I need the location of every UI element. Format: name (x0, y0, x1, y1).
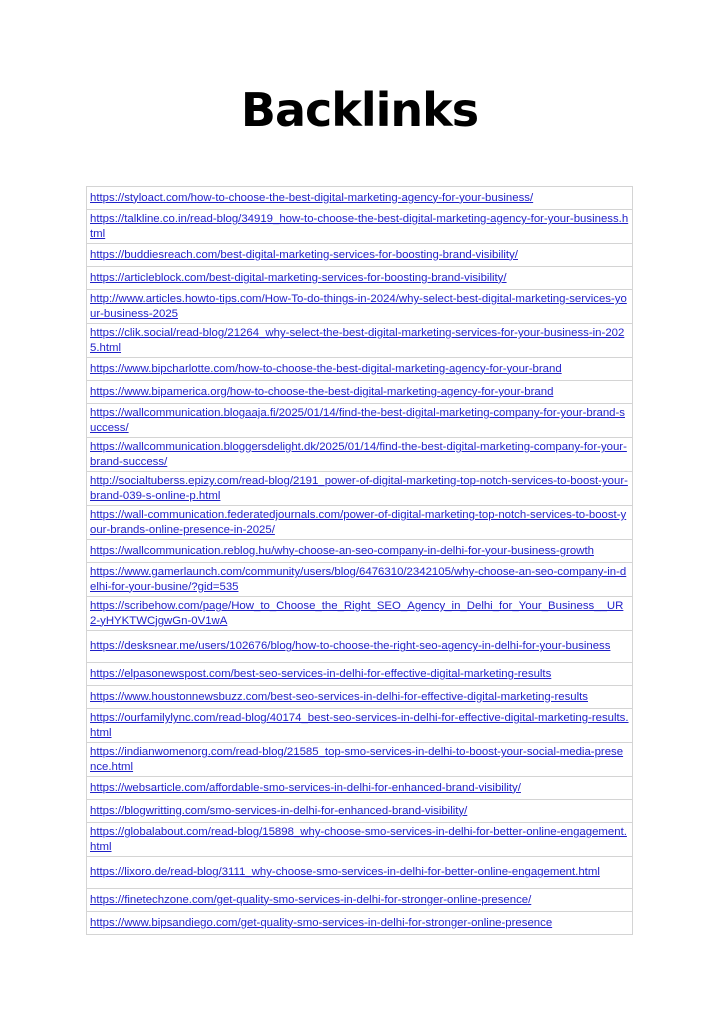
table-cell (87, 777, 633, 800)
table-cell (87, 506, 633, 540)
table-row (87, 267, 633, 290)
backlink-link[interactable]: https://indianwomenorg.com/read-blog/21585_top-smo-services-in-delhi-to-boost-your-social-media-presence.html (90, 746, 624, 773)
table-row (87, 506, 633, 540)
backlink-link[interactable]: https://buddiesreach.com/best-digital-marketing-services-for-boosting-brand-visibility/ (90, 248, 518, 261)
table-cell (87, 663, 633, 686)
table-cell (87, 631, 633, 663)
backlink-link[interactable]: https://styloact.com/how-to-choose-the-best-digital-marketing-agency-for-your-business/ (90, 191, 534, 204)
backlink-link[interactable]: https://www.gamerlaunch.com/community/users/blog/6476310/2342105/why-choose-an-seo-company-in-delhi-for-your-busine/?gid=535 (90, 566, 627, 593)
table-cell (87, 324, 633, 358)
backlink-link[interactable]: https://wall-communication.federatedjournals.com/power-of-digital-marketing-top-notch-services-to-boost-your-brands-online-presence-in-2025/ (90, 509, 627, 536)
table-cell (87, 912, 633, 935)
table-row (87, 404, 633, 438)
backlink-link[interactable]: https://www.bipamerica.org/how-to-choose-the-best-digital-marketing-agency-for-your-brand (90, 385, 554, 398)
table-cell (87, 358, 633, 381)
table-cell (87, 472, 633, 506)
table-row (87, 800, 633, 823)
table-cell (87, 857, 633, 889)
backlink-link[interactable]: https://blogwritting.com/smo-services-in-delhi-for-enhanced-brand-visibility/ (90, 804, 468, 817)
backlink-link[interactable]: https://www.houstonnewsbuzz.com/best-seo-services-in-delhi-for-effective-digital-marketing-results (90, 690, 589, 703)
table-row (87, 889, 633, 912)
table-row (87, 358, 633, 381)
table-row (87, 857, 633, 889)
backlink-link[interactable]: http://www.articles.howto-tips.com/How-To-do-things-in-2024/why-select-best-digital-marketing-services-your-business-2025 (90, 293, 627, 320)
table-row (87, 187, 633, 210)
table-cell (87, 889, 633, 912)
backlink-link[interactable]: https://ourfamilylync.com/read-blog/40174_best-seo-services-in-delhi-for-effective-digital-marketing-results.html (90, 712, 629, 739)
page-title: Backlinks (240, 83, 479, 137)
backlink-link[interactable]: https://elpasonewspost.com/best-seo-services-in-delhi-for-effective-digital-marketing-results (90, 667, 552, 680)
table-row (87, 823, 633, 857)
table-row (87, 244, 633, 267)
table-cell (87, 187, 633, 210)
table-cell (87, 800, 633, 823)
table-cell (87, 686, 633, 709)
table-row (87, 743, 633, 777)
backlink-link[interactable]: https://www.bipcharlotte.com/how-to-choose-the-best-digital-marketing-agency-for-your-brand (90, 362, 562, 375)
table-cell (87, 709, 633, 743)
table-cell (87, 743, 633, 777)
table-cell (87, 244, 633, 267)
table-cell (87, 823, 633, 857)
table-row (87, 324, 633, 358)
table-row (87, 663, 633, 686)
table-row (87, 912, 633, 935)
backlink-link[interactable]: https://talkline.co.in/read-blog/34919_how-to-choose-the-best-digital-marketing-agency-for-your-business.html (90, 213, 629, 240)
table-row (87, 777, 633, 800)
backlink-link[interactable]: https://articleblock.com/best-digital-marketing-services-for-boosting-brand-visibility/ (90, 271, 507, 284)
backlink-link[interactable]: https://clik.social/read-blog/21264_why-select-the-best-digital-marketing-services-for-your-business-in-2025.html (90, 327, 625, 354)
table-row (87, 290, 633, 324)
table-cell (87, 540, 633, 563)
backlink-link[interactable]: https://websarticle.com/affordable-smo-services-in-delhi-for-enhanced-brand-visibility/ (90, 781, 521, 794)
table-cell (87, 290, 633, 324)
table-cell (87, 210, 633, 244)
table-row (87, 686, 633, 709)
table-cell (87, 438, 633, 472)
backlink-link[interactable]: https://scribehow.com/page/How_to_Choose_the_Right_SEO_Agency_in_Delhi_for_Your_Business__UR2-yHYKTWCjgwGn-0V1wA (90, 600, 624, 627)
table-cell (87, 404, 633, 438)
backlink-link[interactable]: https://lixoro.de/read-blog/3111_why-choose-smo-services-in-delhi-for-better-online-engagement.html (90, 866, 600, 879)
backlink-link[interactable]: http://socialtuberss.epizy.com/read-blog/2191_power-of-digital-marketing-top-notch-services-to-boost-your-brand-039-s-online-p.html (90, 475, 628, 502)
backlink-link[interactable]: https://www.bipsandiego.com/get-quality-smo-services-in-delhi-for-stronger-online-presence (90, 916, 553, 929)
table-row (87, 709, 633, 743)
table-cell (87, 563, 633, 597)
backlink-link[interactable]: https://wallcommunication.bloggersdelight.dk/2025/01/14/find-the-best-digital-marketing-company-for-your-brand-success/ (90, 441, 627, 468)
table-row (87, 438, 633, 472)
table-row (87, 631, 633, 663)
table-row (87, 381, 633, 404)
backlink-link[interactable]: https://wallcommunication.blogaaja.fi/2025/01/14/find-the-best-digital-marketing-company-for-your-brand-success/ (90, 407, 625, 434)
table-row (87, 540, 633, 563)
table-cell (87, 597, 633, 631)
table-cell (87, 267, 633, 290)
table-row (87, 210, 633, 244)
table-row (87, 597, 633, 631)
backlink-link[interactable]: https://finetechzone.com/get-quality-smo-services-in-delhi-for-stronger-online-presence/ (90, 893, 532, 906)
backlinks-table (86, 186, 633, 935)
table-cell (87, 381, 633, 404)
backlink-link[interactable]: https://desksnear.me/users/102676/blog/how-to-choose-the-right-seo-agency-in-delhi-for-your-business (90, 640, 611, 653)
backlink-link[interactable]: https://globalabout.com/read-blog/15898_why-choose-smo-services-in-delhi-for-better-online-engagement.html (90, 826, 627, 853)
backlink-link[interactable]: https://wallcommunication.reblog.hu/why-choose-an-seo-company-in-delhi-for-your-business-growth (90, 544, 594, 557)
table-row (87, 472, 633, 506)
table-row (87, 563, 633, 597)
